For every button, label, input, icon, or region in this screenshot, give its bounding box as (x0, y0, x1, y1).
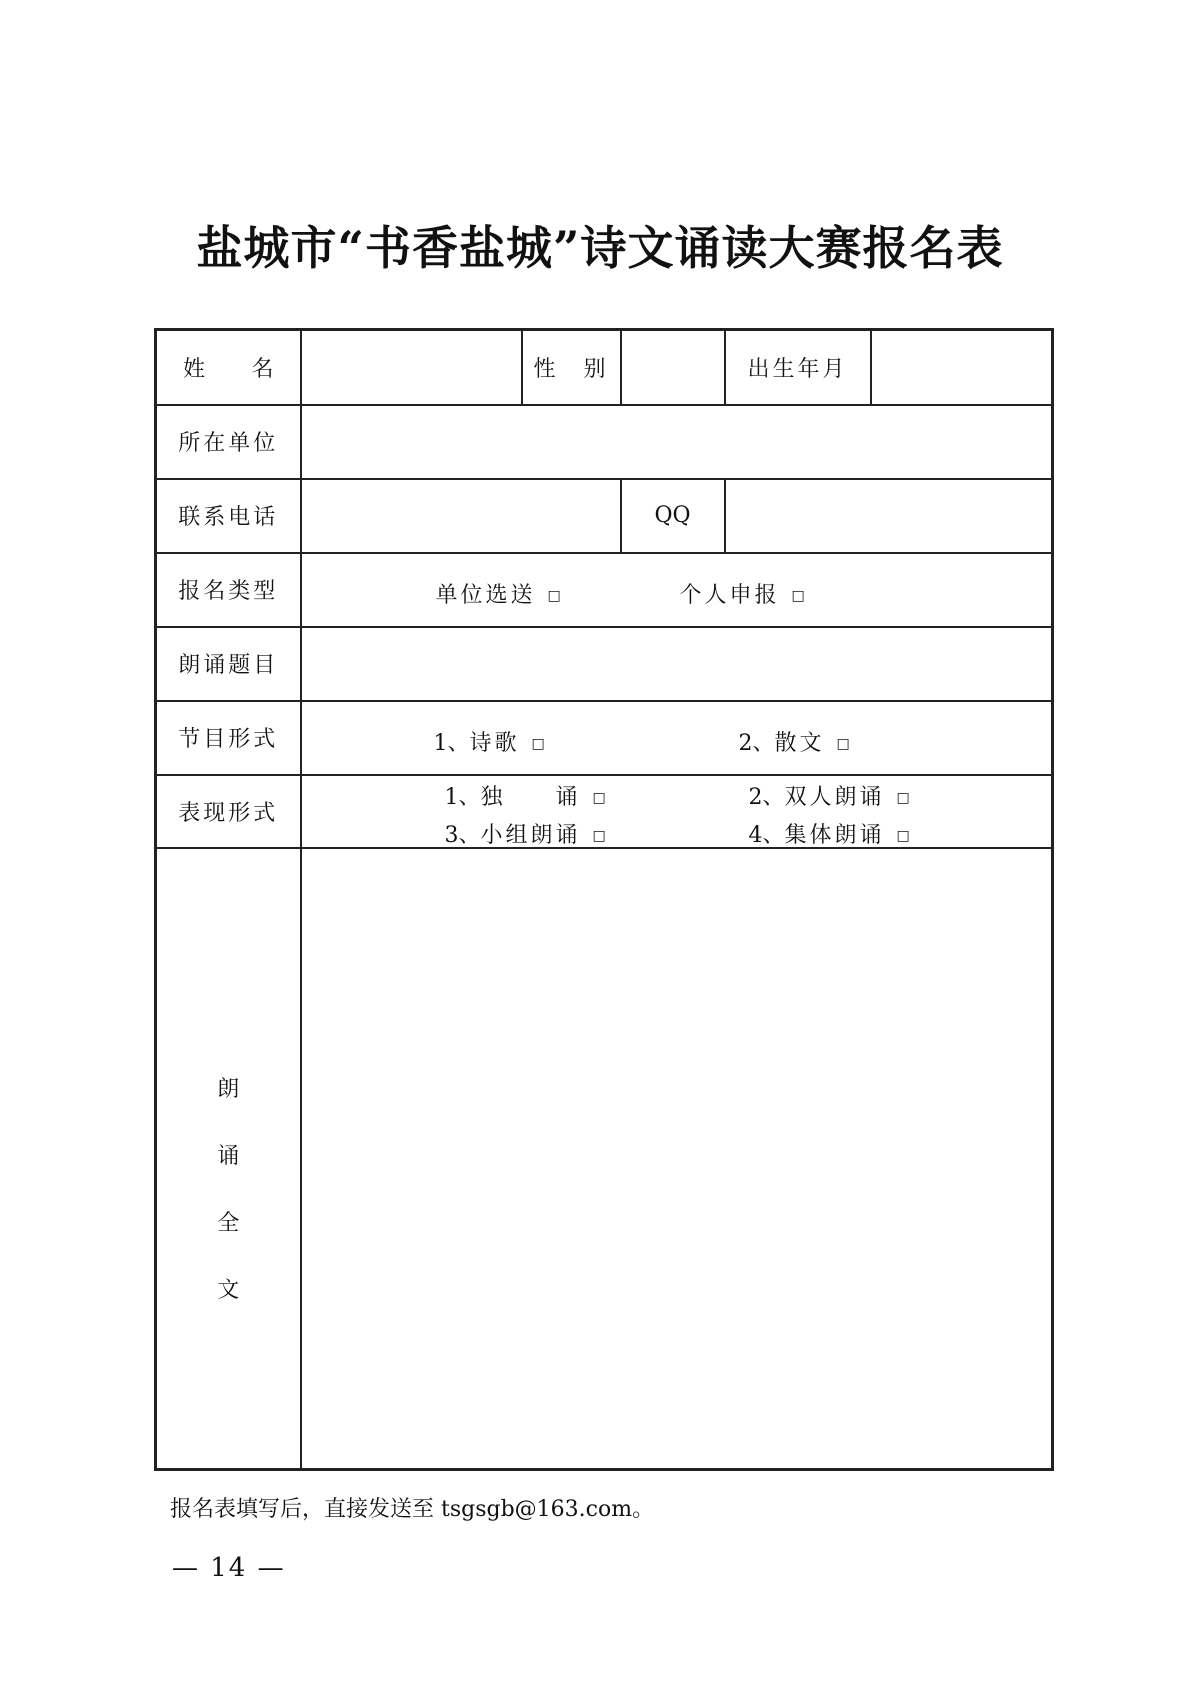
row-contact (156, 479, 1053, 553)
row-full-text (156, 848, 1053, 1470)
contact-email[interactable]: tsgsgb@163.com (441, 1497, 633, 1522)
footnote (170, 1492, 654, 1523)
option-poetry-label: 诗歌 (469, 730, 520, 756)
registration-form-table (154, 328, 1054, 1471)
option-group[interactable] (445, 818, 606, 849)
birth-field[interactable] (871, 330, 1053, 405)
option-duet-label: 双人朗诵 (784, 784, 885, 810)
option-solo[interactable] (445, 780, 606, 811)
registration-type-options (301, 553, 1053, 627)
name-label-char-2: 名 (251, 356, 274, 382)
option-prose-num: 2、 (738, 730, 775, 756)
gender-field[interactable] (621, 330, 725, 405)
option-personal-apply[interactable] (680, 578, 805, 609)
qq-label: QQ (621, 479, 725, 553)
registration-type-label: 报名类型 (156, 553, 301, 627)
option-solo-num: 1、 (444, 784, 481, 810)
unit-field[interactable] (301, 405, 1053, 479)
option-group-label: 小组朗诵 (480, 822, 581, 848)
checkbox-icon[interactable]: □ (531, 735, 545, 752)
checkbox-icon[interactable]: □ (547, 587, 561, 604)
performance-form-label: 表现形式 (156, 775, 301, 848)
performance-form-options (301, 775, 1053, 848)
topic-field[interactable] (301, 627, 1053, 701)
option-duet-num: 2、 (748, 784, 785, 810)
full-text-label-char: 全 (217, 1211, 240, 1237)
full-text-label-char: 朗 (217, 1077, 240, 1103)
checkbox-icon[interactable]: □ (791, 587, 805, 604)
row-unit (156, 405, 1053, 479)
checkbox-icon[interactable]: □ (592, 827, 606, 844)
checkbox-icon[interactable]: □ (592, 789, 606, 806)
option-duet[interactable] (749, 780, 910, 811)
topic-label: 朗诵题目 (156, 627, 301, 701)
program-form-label: 节目形式 (156, 701, 301, 775)
page-number: — 14 — (172, 1553, 286, 1583)
row-program-form (156, 701, 1053, 775)
footnote-text: 报名表填写后，直接发送至 (170, 1497, 441, 1522)
option-unit-select[interactable] (436, 578, 561, 609)
phone-label: 联系电话 (156, 479, 301, 553)
row-performance-form (156, 775, 1053, 848)
option-group-num: 3、 (444, 822, 481, 848)
option-collective[interactable] (749, 818, 910, 849)
full-text-field[interactable] (301, 848, 1053, 1470)
qq-field[interactable] (725, 479, 1053, 553)
unit-label: 所在单位 (156, 405, 301, 479)
option-poetry-num: 1、 (433, 730, 470, 756)
full-text-label-char: 诵 (217, 1144, 240, 1170)
checkbox-icon[interactable]: □ (836, 735, 850, 752)
option-unit-select-label: 单位选送 (435, 582, 536, 608)
birth-label: 出生年月 (725, 330, 871, 405)
row-registration-type (156, 553, 1053, 627)
name-label-char-1: 姓 (183, 356, 206, 382)
option-poetry[interactable] (434, 726, 545, 757)
name-field[interactable] (301, 330, 522, 405)
option-personal-apply-label: 个人申报 (679, 582, 780, 608)
option-prose[interactable] (739, 726, 850, 757)
option-collective-num: 4、 (748, 822, 785, 848)
option-solo-label: 独 诵 (480, 784, 581, 810)
gender-label: 性 别 (522, 330, 621, 405)
phone-field[interactable] (301, 479, 621, 553)
option-collective-label: 集体朗诵 (784, 822, 885, 848)
row-basic-info (156, 330, 1053, 405)
option-prose-label: 散文 (774, 730, 825, 756)
full-text-label-char: 文 (217, 1278, 240, 1304)
name-label-cell (156, 330, 301, 405)
checkbox-icon[interactable]: □ (896, 789, 910, 806)
checkbox-icon[interactable]: □ (896, 827, 910, 844)
form-title: 盐城市“书香盐城”诗文诵读大赛报名表 (196, 221, 1004, 275)
full-text-label-cell (156, 848, 301, 1470)
row-topic (156, 627, 1053, 701)
program-form-options (301, 701, 1053, 775)
footnote-end: 。 (632, 1497, 655, 1522)
